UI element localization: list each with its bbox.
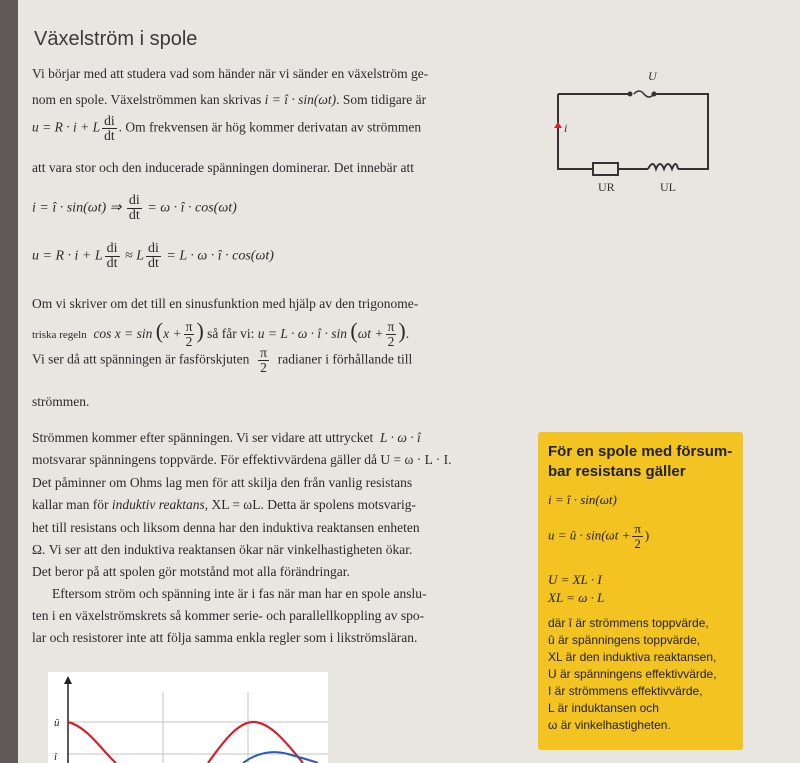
summary-exp-7: ω är vinkelhastigheten. bbox=[548, 718, 671, 732]
trig-line-1: Om vi skriver om det till en sinusfunktion med hjälp av den trigonome- bbox=[32, 296, 419, 311]
label-u-peak: û bbox=[54, 717, 60, 729]
label-i-peak: î bbox=[54, 751, 58, 763]
body-line-10: lar och resistorer inte att följa samma enkla regler som i likströmsläran. bbox=[32, 630, 418, 645]
section-heading: Växelström i spole bbox=[34, 28, 198, 50]
body-line-5: het till resistans och liksom denna har den induktiva reaktansen enheten bbox=[32, 520, 420, 535]
inductor-symbol bbox=[648, 164, 678, 169]
voltage-current-graph bbox=[48, 672, 328, 763]
body-line-9: ten i en växelströmskrets så kommer serie- och parallellkoppling av spo- bbox=[32, 608, 425, 623]
current-arrow bbox=[554, 122, 562, 128]
intro-line-2: nom en spole. Växelströmmen kan skrivas i = î · sin(ωt). Som tidigare är bbox=[32, 92, 427, 107]
textbook-page bbox=[18, 0, 800, 763]
body-line-1: Strömmen kommer efter spänningen. Vi ser vidare att uttrycket L · ω · î bbox=[32, 430, 421, 445]
ac-source-symbol bbox=[634, 91, 654, 97]
intro-line-4: att vara stor och den inducerade spänningen dominerar. Det innebär att bbox=[32, 160, 414, 175]
body-line-7: Det beror på att spolen gör motstånd mot alla förändringar. bbox=[32, 564, 350, 579]
label-i: i bbox=[564, 121, 568, 135]
summary-eq-ohm: U = XL · I bbox=[548, 572, 602, 587]
trig-line-2: triska regeln cos x = sin (x + $\frac{\pi}{2}$ ) så får vi: u = L · ω · î · sin (ωt + $\frac{\pi}{2}$ ). bbox=[32, 318, 410, 350]
summary-exp-5: I är strömmens effektivvärde, bbox=[548, 684, 703, 698]
summary-title: För en spole med försum-bar resistans gäller bbox=[548, 443, 733, 480]
body-line-8: Eftersom ström och spänning inte är i fas när man har en spole anslu- bbox=[52, 586, 427, 601]
source-terminal-left bbox=[628, 92, 633, 97]
intro-line-3: u = R · i + L $\frac{di}{dt}$ . Om frekvensen är hög kommer derivatan av strömmen bbox=[32, 113, 422, 143]
trig-line-3: Vi ser då att spänningen är fasförskjuten $\frac{\pi}{2}$ radianer i förhållande till bbox=[32, 345, 413, 375]
summary-eq-reactance: XL = ω · L bbox=[548, 590, 605, 605]
rl-circuit-diagram bbox=[538, 66, 738, 201]
equation-derivative: i = î · sin(ωt) ⇒ $\frac{di}{dt}$ = ω · î · cos(ωt) bbox=[32, 193, 237, 223]
summary-exp-6: L är induktansen och bbox=[548, 701, 659, 715]
intro-line-1: Vi börjar med att studera vad som händer när vi sänder en växelström ge- bbox=[32, 66, 429, 81]
summary-exp-3: XL är den induktiva reaktansen, bbox=[548, 650, 717, 664]
label-ul: UL bbox=[660, 180, 676, 194]
current-expression: i = î · sin(ωt) bbox=[264, 92, 337, 107]
equation-voltage: u = R · i + L $\frac{di}{dt}$ ≈ L $\frac{di}{dt}$ = L · ω · î · cos(ωt) bbox=[32, 241, 274, 271]
body-line-2: motsvarar spänningens toppvärde. För effektivvärdena gäller då U = ω · L · I. bbox=[32, 452, 452, 467]
summary-exp-2: û är spänningens toppvärde, bbox=[548, 633, 701, 647]
summary-exp-1: där î är strömmens toppvärde, bbox=[548, 616, 709, 630]
summary-exp-4: U är spänningens effektivvärde, bbox=[548, 667, 717, 681]
summary-eq-voltage: u = û · sin(ωt + $\frac{\pi}{2}$ ) bbox=[548, 521, 650, 551]
label-ur: UR bbox=[598, 180, 615, 194]
body-line-4: kallar man för induktiv reaktans, XL = ωL. Detta är spolens motsvarig- bbox=[32, 497, 417, 512]
summary-box bbox=[538, 432, 743, 750]
body-line-3: Det påminner om Ohms lag men för att skilja den från vanlig resistans bbox=[32, 475, 413, 490]
derivative-fraction: $\frac{di}{dt}$ bbox=[104, 113, 115, 143]
trig-line-4: strömmen. bbox=[32, 394, 90, 409]
summary-eq-current: i = î · sin(ωt) bbox=[548, 492, 617, 507]
body-line-6: Ω. Vi ser att den induktiva reaktansen ökar när vinkelhastigheten ökar. bbox=[32, 542, 413, 557]
resistor-symbol bbox=[593, 163, 618, 175]
label-u: U bbox=[648, 69, 657, 83]
